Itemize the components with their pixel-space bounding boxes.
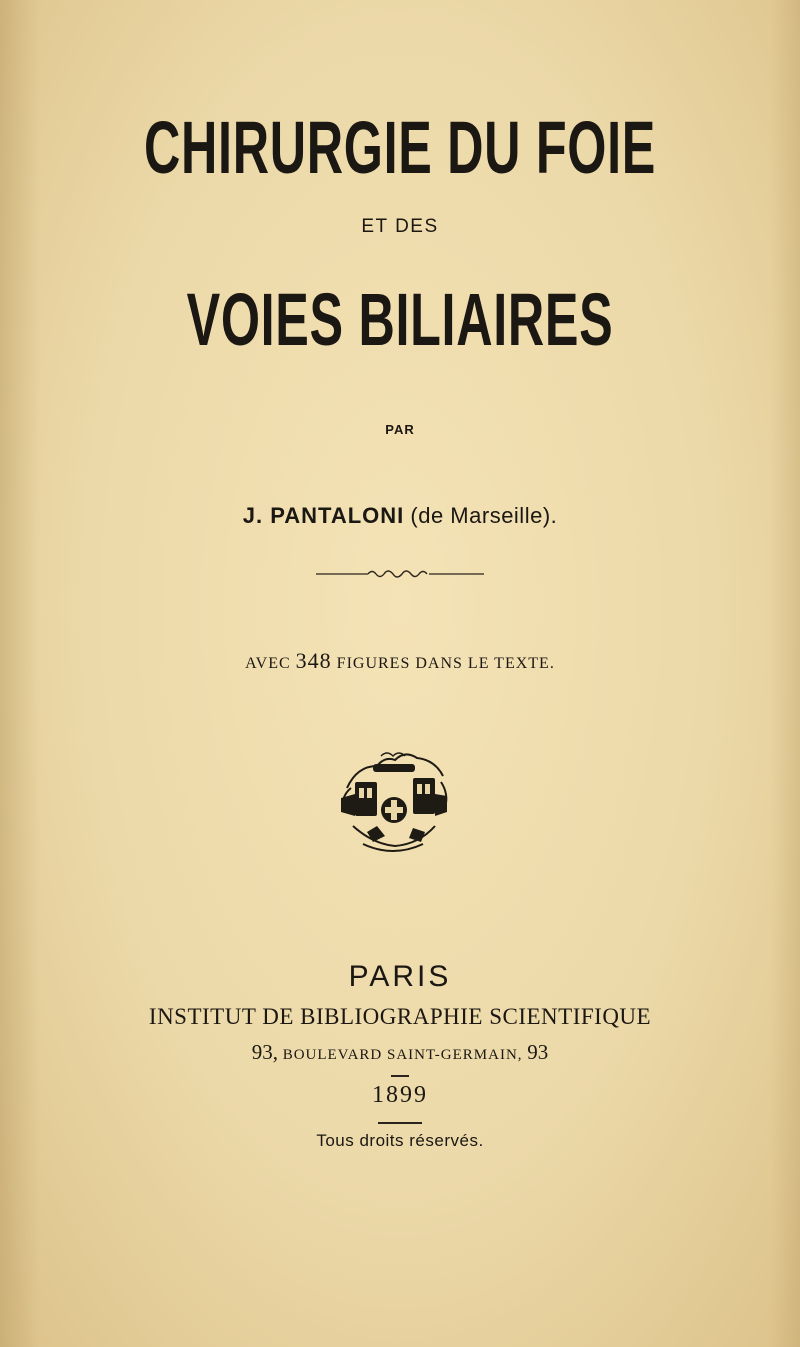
address-street: BOULEVARD SAINT-GERMAIN,: [282, 1047, 523, 1063]
publisher-city: PARIS: [348, 960, 452, 993]
address-number-left: 93,: [251, 1040, 278, 1064]
title-connector: ET DES: [361, 216, 439, 237]
figures-prefix: AVEC: [245, 655, 291, 672]
short-dash-divider: [391, 1075, 409, 1077]
address-number-right: 93: [527, 1040, 549, 1064]
publisher-address: [0, 1040, 800, 1065]
publisher-name: INSTITUT DE BIBLIOGRAPHIE SCIENTIFIQUE: [148, 1004, 652, 1029]
publisher-emblem-icon: [333, 748, 455, 860]
rights-notice: Tous droits réservés.: [316, 1131, 484, 1150]
figures-suffix: FIGURES DANS LE TEXTE.: [336, 655, 555, 672]
title-line-1: CHIRURGIE DU FOIE: [144, 106, 656, 189]
figures-line: [0, 648, 800, 674]
rule-divider: [378, 1122, 422, 1124]
figures-count: 348: [295, 648, 332, 673]
author-place: (de Marseille).: [410, 503, 558, 528]
ornament-divider: [316, 566, 484, 582]
publication-year: 1899: [372, 1082, 428, 1108]
author-name: J. PANTALONI: [242, 503, 405, 528]
title-line-2: VOIES BILIAIRES: [186, 278, 614, 361]
author-line: [0, 503, 800, 529]
by-label: PAR: [385, 422, 415, 437]
